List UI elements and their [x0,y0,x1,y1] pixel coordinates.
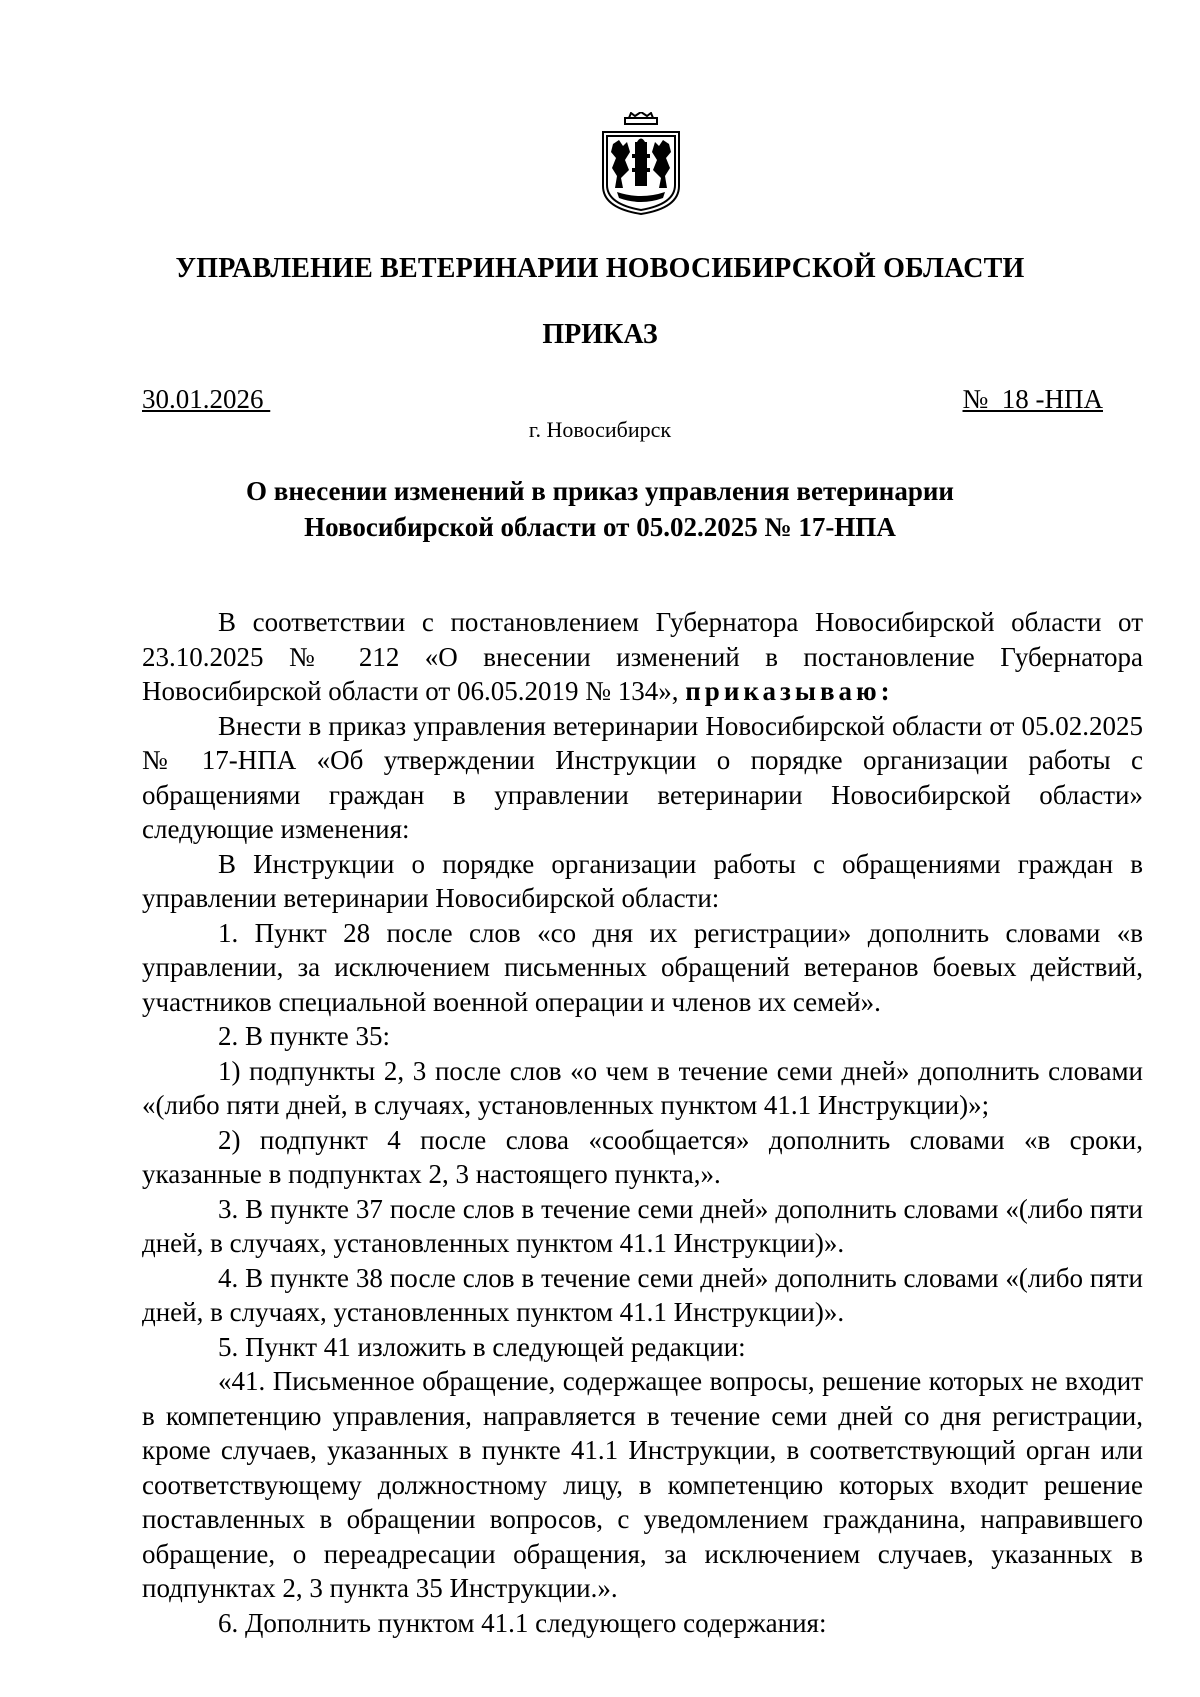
title-line-2: Новосибирской области от 05.02.2025 № 17-НПА [304,512,896,542]
paragraph-item-1: 1. Пункт 28 после слов «со дня их регистрации» дополнить словами «в управлении, за исключением письменных обращений ветеранов боевых действий, участников специальной военной операции и членов их семей». [142,917,1143,1017]
paragraph-item-4: 4. В пункте 38 после слов в течение семи дней» дополнить словами «(либо пяти дней, в случаях, установленных пунктом 41.1 Инструкции)». [142,1262,1143,1327]
document-date: 30.01.2026 [142,384,271,414]
paragraph-subitem-1: 1) подпункты 2, 3 после слов «о чем в течение семи дней» дополнить словами «(либо пяти дней, в случаях, установленных пунктом 41.1 Инструкции)»; [142,1055,1143,1120]
paragraph-amend-intro: Внести в приказ управления ветеринарии Новосибирской области от 05.02.2025 № 17-НПА «Об утверждении Инструкции о порядке организации работы с обращениями граждан в управлении ветеринарии Новосибирской области» следующие изменения: [142,710,1143,844]
document-body [142,605,1143,1640]
coat-of-arms-icon [597,112,685,216]
document-title [200,473,1000,545]
paragraph-item-2: 2. В пункте 35: [218,1021,390,1051]
paragraph-subitem-2: 2) подпункт 4 после слова «сообщается» дополнить словами «в сроки, указанные в подпунктах 2, 3 настоящего пункта,». [142,1124,1143,1189]
organization-name: УПРАВЛЕНИЕ ВЕТЕРИНАРИИ НОВОСИБИРСКОЙ ОБЛАСТИ [175,253,1025,284]
document-city: г. Новосибирск [528,417,672,442]
preamble-text: В соответствии с постановлением Губернатора Новосибирской области от 23.10.2025 № 212 «О внесении изменений в постановление Губернатора Новосибирской области от 06.05.2019 № 134», [142,607,1143,706]
paragraph-instruction-intro: В Инструкции о порядке организации работы с обращениями граждан в управлении ветеринарии Новосибирской области: [142,848,1143,913]
paragraph-item-5: 5. Пункт 41 изложить в следующей редакции: [218,1331,746,1362]
paragraph-preamble [142,605,1143,709]
order-keyword: приказываю: [685,676,894,706]
paragraph-item-6: 6. Дополнить пунктом 41.1 следующего содержания: [218,1607,827,1638]
document-number: № 18 -НПА [962,384,1103,414]
paragraph-item-41: «41. Письменное обращение, содержащее вопросы, решение которых не входит в компетенцию управления, направляется в течение семи дней со дня регистрации, кроме случаев, указанных в пункте 41.1 Инструкции, в соответствующий орган или соответствующему должностному лицу, в компетенцию которых входит решение поставленных в обращении вопросов, с уведомлением гражданина, направившего обращение, о переадресации обращения, за исключением случаев, указанных в подпунктах 2, 3 пункта 35 Инструкции.». [142,1366,1143,1603]
paragraph-item-3: 3. В пункте 37 после слов в течение семи дней» дополнить словами «(либо пяти дней, в случаях, установленных пунктом 41.1 Инструкции)». [142,1193,1143,1258]
document-type: ПРИКАЗ [542,319,658,350]
title-line-1: О внесении изменений в приказ управления ветеринарии [246,476,954,506]
